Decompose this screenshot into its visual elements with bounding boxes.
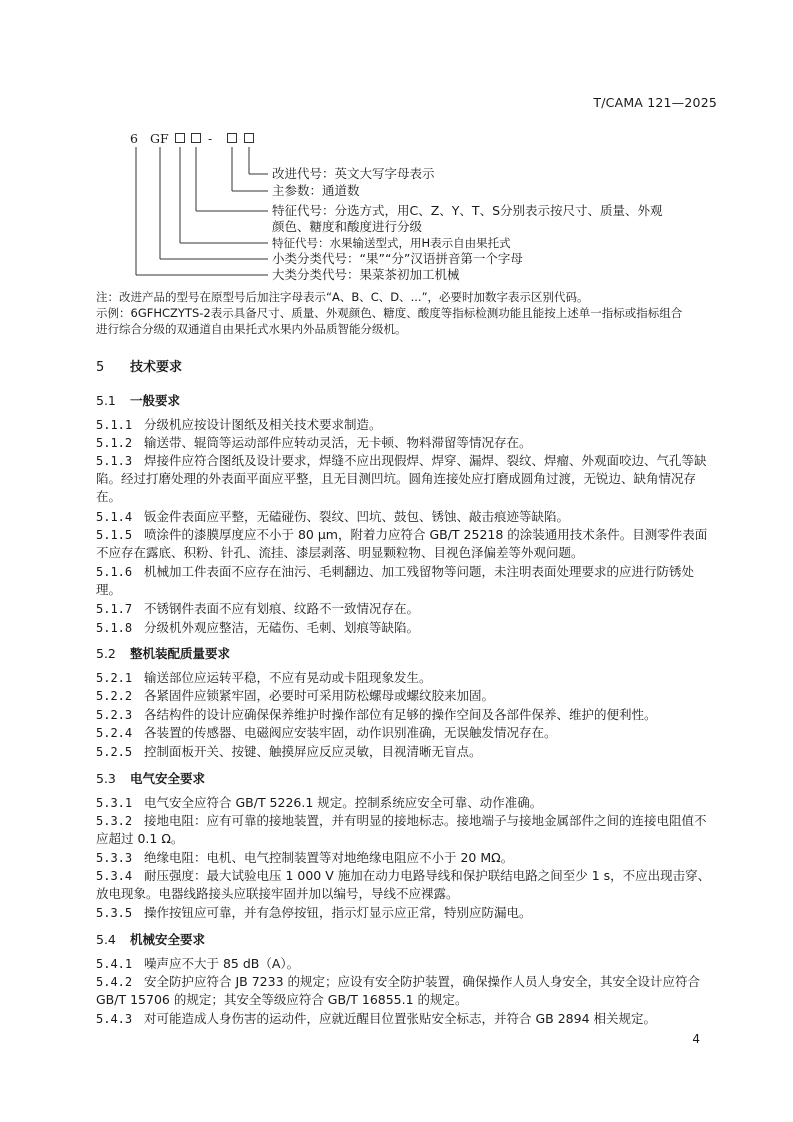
clause-text: 各结构件的设计应确保保养维护时操作部位有足够的操作空间及各部件保养、维护的便利性。 <box>144 707 657 722</box>
clause-text: 焊接件应符合图纸及设计要求，焊缝不应出现假焊、焊穿、漏焊、裂纹、焊瘤、外观面咬边、气孔等缺陷。经过打磨处理的外表面平面应平整，且无目测凹坑。圆角连接处应打磨成圆角过渡，无锐边、缺角情况存在。 <box>96 453 707 504</box>
clause-text: 对可能造成人身伤害的运动件，应就近醒目位置张贴安全标志，并符合 GB 2894 相关规定。 <box>144 1011 656 1026</box>
subsection-number: 5.4 <box>96 932 116 947</box>
clause-5-2-1 <box>96 669 718 687</box>
clause-text: 钣金件表面应平整，无磕碰伤、裂纹、凹坑、鼓包、锈蚀、敲击痕迹等缺陷。 <box>144 509 570 524</box>
clause-number: 5.3.3 <box>96 851 133 865</box>
clause-text: 分级机外观应整洁，无磕伤、毛刺、划痕等缺陷。 <box>144 620 420 635</box>
clause-number: 5.4.1 <box>96 957 133 971</box>
clause-5-3-4 <box>96 867 718 903</box>
clause-5-2-2 <box>96 687 718 705</box>
clause-5-1-1 <box>96 416 718 434</box>
clause-number: 5.1.4 <box>96 510 133 524</box>
example-text: 示例：6GFHCZYTS-2表示具备尺寸、质量、外观颜色、糖度、酸度等指标检测功能且能按上述单一指标或指标组合 <box>96 306 683 320</box>
clause-text: 各装置的传感器、电磁阀应安装牢固，动作识别准确，无误触发情况存在。 <box>144 725 557 740</box>
subsection-heading-5-2 <box>96 644 230 662</box>
clause-5-3-5 <box>96 904 718 922</box>
clause-number: 5.1.6 <box>96 565 133 579</box>
clause-text: 输送带、辊筒等运动部件应转动灵活，无卡顿、物料滞留等情况存在。 <box>144 435 532 450</box>
clause-text: 机械加工件表面不应存在油污、毛刺翻边、加工残留物等问题，未注明表面处理要求的应进行防锈处理。 <box>96 564 695 597</box>
clause-5-1-8 <box>96 619 718 637</box>
clause-5-3-1 <box>96 794 718 812</box>
clause-number: 5.2.2 <box>96 689 133 703</box>
clause-text: 绝缘电阻：电机、电气控制装置等对地绝缘电阻应不小于 20 MΩ。 <box>144 850 514 865</box>
clause-text: 输送部位应运转平稳，不应有晃动或卡阻现象发生。 <box>144 670 432 685</box>
clause-5-1-3 <box>96 452 718 506</box>
clause-number: 5.2.3 <box>96 708 133 722</box>
model-code-diagram <box>0 0 793 300</box>
legend-class-code: 大类分类代号：果菜茶初加工机械 <box>272 267 460 282</box>
subsection-title: 一般要求 <box>130 393 181 408</box>
clause-5-1-7 <box>96 600 718 618</box>
clause-5-3-2 <box>96 812 718 848</box>
page-number: 4 <box>692 1032 700 1046</box>
subsection-heading-5-3 <box>96 769 205 787</box>
clause-5-1-6 <box>96 563 718 599</box>
subsection-title: 机械安全要求 <box>130 932 206 947</box>
clause-5-1-2 <box>96 434 718 452</box>
clause-5-2-4 <box>96 724 718 742</box>
note-text: 注：改进产品的型号在原型号后加注字母表示“A、B、C、D、...”，必要时加数字表示区别代码。 <box>96 290 589 304</box>
clause-number: 5.1.5 <box>96 528 133 542</box>
code-dash: - <box>208 131 213 146</box>
code-box-2 <box>191 133 201 143</box>
clause-number: 5.1.8 <box>96 621 133 635</box>
clause-number: 5.1.7 <box>96 602 133 616</box>
legend-subclass-code: 小类分类代号：“果”“分”汉语拼音第一个字母 <box>272 251 523 266</box>
clause-5-1-5 <box>96 526 718 562</box>
clause-number: 5.3.4 <box>96 869 133 883</box>
clause-number: 5.3.2 <box>96 814 133 828</box>
code-box-1 <box>175 133 185 143</box>
legend-improvement-code: 改进代号：英文大写字母表示 <box>272 166 435 181</box>
subsection-heading-5-4 <box>96 930 205 948</box>
code-gf: GF <box>150 131 169 146</box>
subsection-title: 电气安全要求 <box>130 771 206 786</box>
subsection-number: 5.1 <box>96 393 116 408</box>
code-prefix-6: 6 <box>130 131 138 146</box>
subsection-number: 5.2 <box>96 646 116 661</box>
clause-text: 各紧固件应锁紧牢固，必要时可采用防松螺母或螺纹胶来加固。 <box>144 688 495 703</box>
clause-number: 5.1.1 <box>96 418 133 432</box>
clause-number: 5.3.1 <box>96 796 133 810</box>
legend-sorting-feature: 特征代号：分选方式，用C、Z、Y、T、S分别表示按尺寸、质量、外观 <box>272 203 663 218</box>
clause-5-4-1 <box>96 955 718 973</box>
clause-text: 接地电阻：应有可靠的接地装置，并有明显的接地标志。接地端子与接地金属部件之间的连接电阻值不应超过 0.1 Ω。 <box>96 813 707 846</box>
clause-text: 耐压强度：最大试验电压 1 000 V 施加在动力电路导线和保护联结电路之间至少 1 s，不应出现击穿、放电现象。电器线路接头应联接牢固并加以编号，导线不应裸露。 <box>96 868 711 901</box>
clause-5-4-2 <box>96 973 718 1009</box>
section-heading-5 <box>96 356 182 375</box>
clause-number: 5.1.3 <box>96 454 133 468</box>
clause-text: 控制面板开关、按键、触摸屏应反应灵敏，目视清晰无盲点。 <box>144 744 482 759</box>
clause-text: 操作按钮应可靠，并有急停按钮，指示灯显示应正常，特别应防漏电。 <box>144 905 532 920</box>
subsection-heading-5-1 <box>96 391 180 409</box>
legend-sorting-feature-cont: 颜色、糖度和酸度进行分级 <box>272 219 423 234</box>
clause-5-2-3 <box>96 706 718 724</box>
clause-text: 安全防护应符合 JB 7233 的规定；应设有安全防护装置，确保操作人员人身安全，其安全设计应符合 GB/T 15706 的规定；其安全等级应符合 GB/T 16855.1 的规定。 <box>96 974 700 1007</box>
clause-number: 5.4.3 <box>96 1012 133 1026</box>
legend-conveying-feature: 特征代号：水果输送型式，用H表示自由果托式 <box>272 236 511 250</box>
clause-5-4-3 <box>96 1010 718 1028</box>
example-text-cont: 进行综合分级的双通道自由果托式水果内外品质智能分级机。 <box>96 322 407 336</box>
subsection-number: 5.3 <box>96 771 116 786</box>
clause-text: 分级机应按设计图纸及相关技术要求制造。 <box>144 417 382 432</box>
clause-text: 电气安全应符合 GB/T 5226.1 规定。控制系统应安全可靠、动作准确。 <box>144 795 543 810</box>
clause-5-2-5 <box>96 743 718 761</box>
clause-number: 5.4.2 <box>96 975 133 989</box>
legend-main-parameter: 主参数：通道数 <box>272 183 360 198</box>
subsection-title: 整机装配质量要求 <box>130 646 231 661</box>
clause-number: 5.3.5 <box>96 906 133 920</box>
clause-text: 喷涂件的漆膜厚度应不小于 80 μm，附着力应符合 GB/T 25218 的涂装通用技术条件。目测零件表面不应存在露底、积粉、针孔、流挂、漆层剥落、明显颗粒物、目视色泽偏差等外观问题。 <box>96 527 708 560</box>
code-box-4 <box>244 133 254 143</box>
clause-number: 5.2.1 <box>96 671 133 685</box>
clause-number: 5.1.2 <box>96 436 133 450</box>
clause-text: 噪声应不大于 85 dB（A）。 <box>144 956 300 971</box>
clause-number: 5.2.4 <box>96 726 133 740</box>
section-title: 技术要求 <box>130 360 183 375</box>
clause-text: 不锈钢件表面不应有划痕、纹路不一致情况存在。 <box>144 601 420 616</box>
standard-code: T/CAMA 121—2025 <box>593 95 717 110</box>
code-box-3 <box>227 133 237 143</box>
clause-5-1-4 <box>96 508 718 526</box>
section-number: 5 <box>96 360 105 375</box>
clause-5-3-3 <box>96 849 718 867</box>
clause-number: 5.2.5 <box>96 745 133 759</box>
